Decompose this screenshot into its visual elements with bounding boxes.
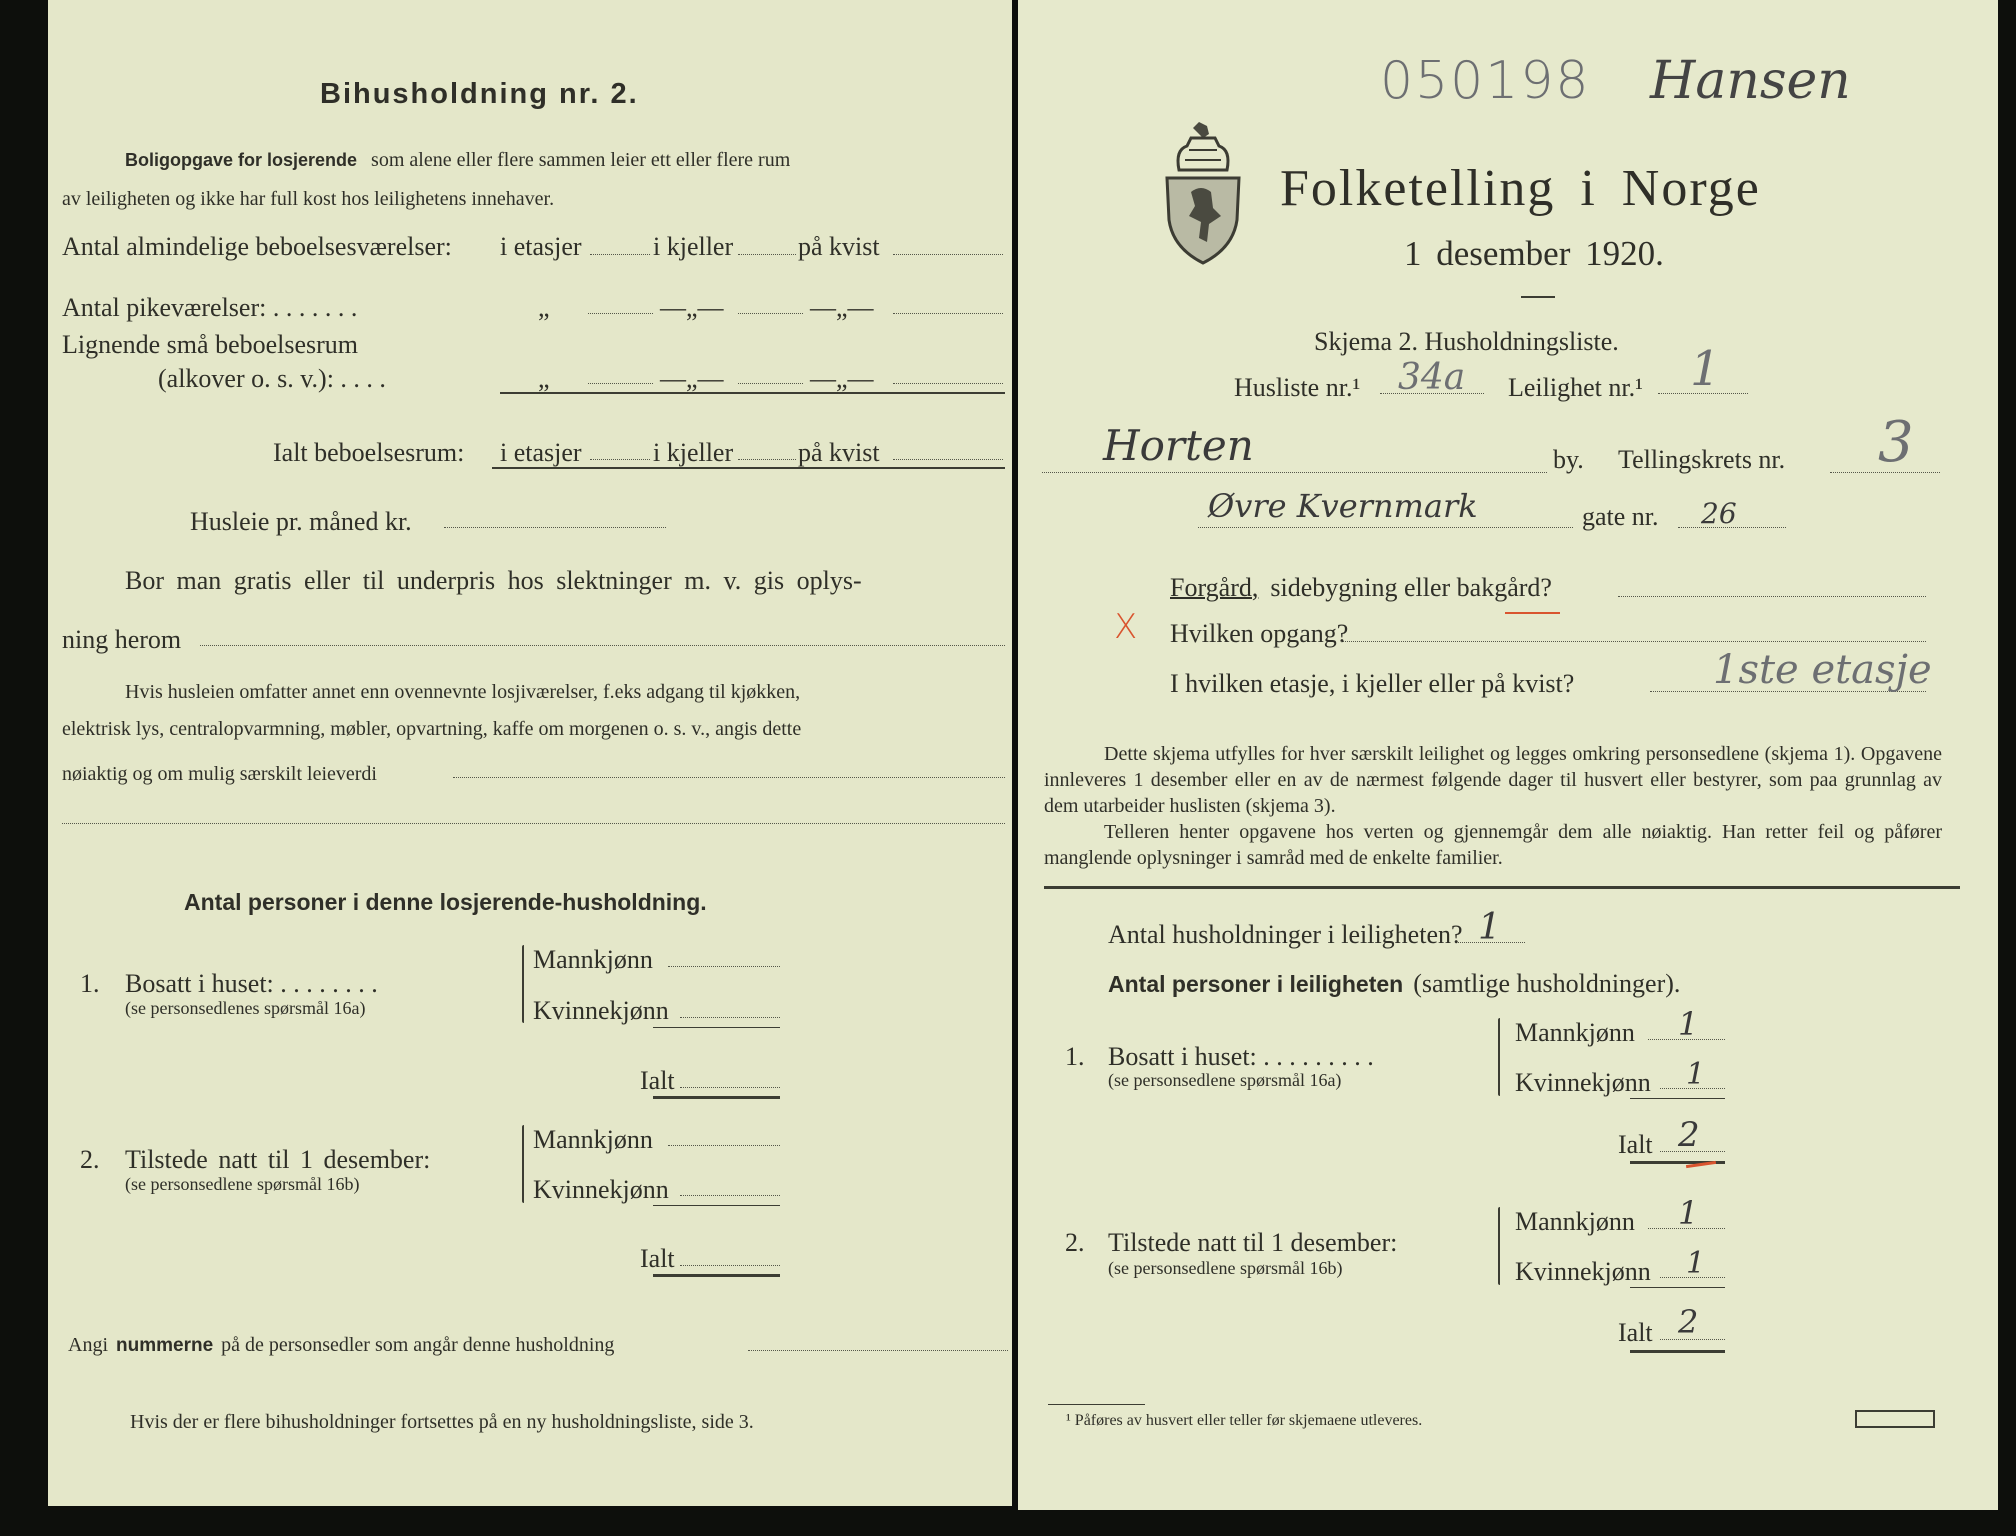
- forgard-rest: sidebygning eller bakgård?: [1270, 573, 1552, 602]
- opgang-label: Hvilken opgang?: [1170, 619, 1349, 648]
- q2-ialt-label: Ialt: [640, 1244, 675, 1273]
- etasje-label: I hvilken etasje, i kjeller eller på kvist?: [1170, 669, 1575, 698]
- persons-rest: (samtlige husholdninger).: [1413, 969, 1681, 998]
- husleie-label: Husleie pr. måned kr.: [190, 507, 412, 536]
- col-kjeller: i kjeller: [653, 438, 734, 467]
- q2-label: Tilstede natt til 1 desember:: [125, 1145, 431, 1174]
- footnote: ¹ Påføres av husvert eller teller før skjemaene utleveres.: [1066, 1412, 1423, 1429]
- q2-label: Tilstede natt til 1 desember:: [1108, 1228, 1398, 1257]
- census-title: Folketelling i Norge: [1280, 160, 1761, 217]
- left-page-bihusholdning: [48, 0, 1012, 1506]
- by-label: by.: [1553, 445, 1584, 474]
- angi-bold: nummerne: [116, 1335, 214, 1356]
- leilighet-label: Leilighet nr.¹: [1508, 373, 1643, 402]
- col-etasjer: i etasjer: [500, 232, 582, 261]
- q2-mann-label: Mannkjønn: [533, 1125, 653, 1154]
- q1-label: Bosatt i huset: . . . . . . . . .: [1108, 1042, 1374, 1071]
- q2-kvinne-label: Kvinnekjønn: [1515, 1257, 1651, 1286]
- gate-nr-value: 26: [1701, 497, 1737, 530]
- etasje-value: 1ste etasje: [1713, 647, 1932, 693]
- husliste-value: 34a: [1398, 357, 1466, 398]
- q1-label: Bosatt i huset: . . . . . . . .: [125, 969, 378, 998]
- angi-label: Angi: [68, 1334, 108, 1356]
- by-value: Horten: [1103, 421, 1254, 470]
- instruction-paragraph-1: Dette skjema utfylles for hver særskilt leilighet og legges omkring personsedlene (skjema 1). Opgavene innleveres 1 desember eller en av de nærmest følgende dager til husvert eller bestyrer, som paa grunnlag av dem utarbeider huslisten (skjema 3).: [1044, 743, 1942, 817]
- left-footer-note: Hvis der er flere bihusholdninger fortsettes på en ny husholdningsliste, side 3.: [130, 1411, 754, 1433]
- left-title: Bihusholdning nr. 2.: [320, 78, 639, 110]
- right-page-folketelling: [1018, 0, 1998, 1510]
- q2-number: 2.: [1065, 1228, 1085, 1257]
- gate-label: gate nr.: [1582, 502, 1659, 531]
- hvis-line2: elektrisk lys, centralopvarmning, møbler, opvartning, kaffe om morgenen o. s. v., angis dette: [62, 718, 802, 740]
- instruction-paragraph-2: Telleren henter opgavene hos verten og gjennemgår dem alle nøiaktig. Han retter feil og påfører manglende oplysninger i samråd med de enkelte familier.: [1044, 821, 1942, 869]
- row-lign-sub: (alkover o. s. v.): . . . .: [158, 364, 386, 393]
- intro-bold: Boligopgave for losjerende: [125, 150, 358, 170]
- persons-heading: Antal personer i denne losjerende-husholdning.: [184, 889, 707, 915]
- q1-sub: (se personsedlenes spørsmål 16a): [125, 998, 366, 1018]
- ditto-mark: —„—: [660, 293, 724, 322]
- q1-kvinne-value: 1: [1686, 1057, 1706, 1092]
- tellingskrets-label: Tellingskrets nr.: [1618, 445, 1786, 474]
- row-ialt-label: Ialt beboelsesrum:: [273, 438, 465, 467]
- q1-ialt-label: Ialt: [640, 1066, 675, 1095]
- col-kvist: på kvist: [798, 438, 880, 467]
- bor-man-line1: Bor man gratis eller til underpris hos slektninger m. v. gis oplys-: [125, 566, 862, 595]
- row-alm-label: Antal almindelige beboelsesværelser:: [62, 232, 452, 261]
- printer-stamp-icon: [1855, 1410, 1935, 1428]
- row-lign-label: Lignende små beboelsesrum: [62, 330, 359, 359]
- q2-mann-label: Mannkjønn: [1515, 1207, 1635, 1236]
- q1-ialt-label: Ialt: [1618, 1130, 1653, 1159]
- q2-sub: (se personsedlene spørsmål 16b): [125, 1174, 360, 1194]
- hvis-line3: nøiaktig og om mulig særskilt leieverdi: [62, 763, 377, 785]
- col-etasjer: i etasjer: [500, 438, 582, 467]
- husholdninger-value: 1: [1478, 907, 1501, 948]
- q1-number: 1.: [80, 969, 100, 998]
- intro-rest: som alene eller flere sammen leier ett eller flere rum: [371, 149, 791, 171]
- hvis-line1: Hvis husleien omfatter annet enn ovennevnte losjiværelser, f.eks adgang til kjøkken,: [125, 681, 801, 703]
- bor-man-line2: ning herom: [62, 625, 182, 654]
- q2-ialt-value: 2: [1678, 1303, 1699, 1341]
- archive-signature: Hansen: [1650, 51, 1851, 111]
- ditto-mark: —„—: [810, 293, 874, 322]
- ditto-mark: „: [538, 364, 550, 393]
- q1-kvinne-label: Kvinnekjønn: [533, 996, 669, 1025]
- col-kjeller: i kjeller: [653, 232, 734, 261]
- census-date: 1 desember 1920.: [1404, 234, 1664, 273]
- leilighet-value: 1: [1690, 341, 1721, 397]
- q2-number: 2.: [80, 1145, 100, 1174]
- q1-mann-label: Mannkjønn: [533, 945, 653, 974]
- archive-number: 050198: [1380, 51, 1591, 111]
- q2-kvinne-label: Kvinnekjønn: [533, 1175, 669, 1204]
- ditto-mark: —„—: [660, 364, 724, 393]
- angi-row: [68, 1335, 614, 1355]
- intro-line1: [125, 150, 790, 170]
- ditto-mark: „: [538, 293, 550, 322]
- persons-row: [1108, 971, 1680, 997]
- q1-ialt-value: 2: [1678, 1115, 1700, 1155]
- q2-sub: (se personsedlene spørsmål 16b): [1108, 1258, 1343, 1278]
- q1-mann-label: Mannkjønn: [1515, 1018, 1635, 1047]
- ditto-mark: —„—: [810, 364, 874, 393]
- row-pike-label: Antal pikeværelser: . . . . . . .: [62, 293, 358, 322]
- red-x-mark: X: [1114, 607, 1138, 647]
- angi-rest: på de personsedler som angår denne husholdning: [221, 1334, 615, 1356]
- q1-kvinne-label: Kvinnekjønn: [1515, 1068, 1651, 1097]
- tellingskrets-value: 3: [1878, 410, 1914, 475]
- persons-bold: Antal personer i leiligheten: [1108, 971, 1404, 997]
- q1-number: 1.: [1065, 1042, 1085, 1071]
- q2-mann-value: 1: [1678, 1194, 1699, 1232]
- schema-label: Skjema 2. Husholdningsliste.: [1314, 327, 1619, 356]
- gate-value: Øvre Kvernmark: [1208, 487, 1478, 525]
- q2-kvinne-value: 1: [1686, 1246, 1706, 1281]
- forgard-option: Forgård,: [1170, 573, 1259, 602]
- husliste-label: Husliste nr.¹: [1234, 373, 1361, 402]
- q1-mann-value: 1: [1678, 1005, 1699, 1043]
- forgard-row: [1170, 575, 1552, 601]
- intro-line2: av leiligheten og ikke har full kost hos leilighetens innehaver.: [62, 188, 555, 210]
- q1-sub: (se personsedlene spørsmål 16a): [1108, 1070, 1342, 1090]
- husholdninger-label: Antal husholdninger i leiligheten?: [1108, 920, 1463, 949]
- coat-of-arms-icon: [1163, 120, 1243, 265]
- col-kvist: på kvist: [798, 232, 880, 261]
- q2-ialt-label: Ialt: [1618, 1318, 1653, 1347]
